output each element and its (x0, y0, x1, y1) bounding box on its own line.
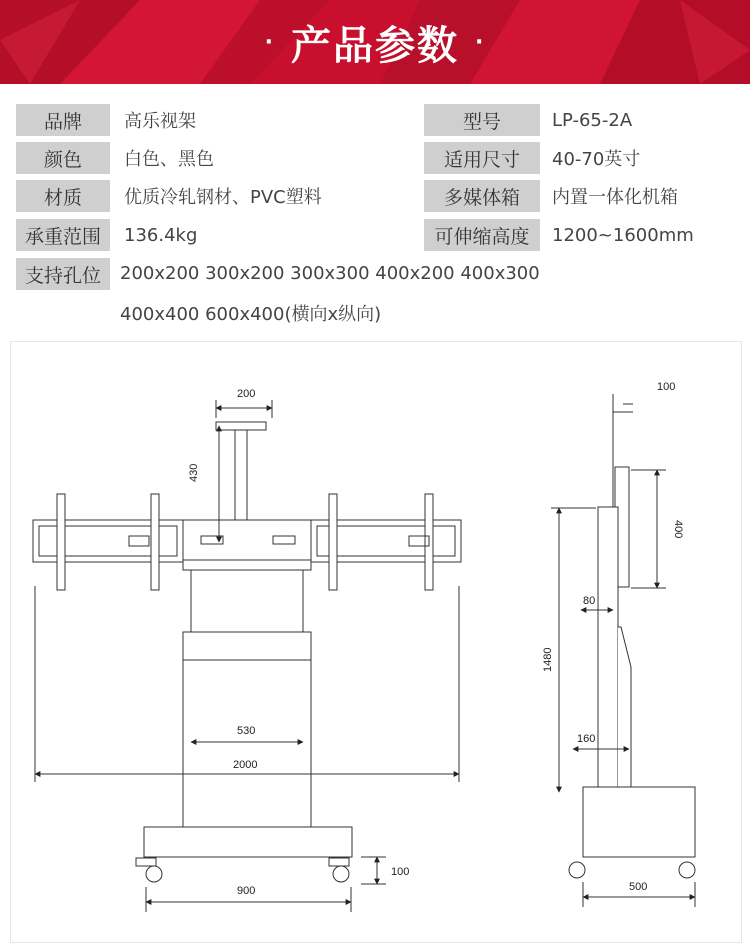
spec-value-model: LP-65-2A (552, 109, 633, 131)
dim-offset: 80 (583, 595, 596, 607)
title-dot-right: · (475, 29, 486, 55)
spec-value-material: 优质冷轧钢材、PVC塑料 (124, 187, 322, 208)
spec-label-size: 适用尺寸 (424, 142, 540, 174)
dim-column-height: 430 (188, 463, 200, 482)
spec-value-media: 内置一体化机箱 (552, 187, 678, 208)
dim-base-width: 900 (237, 885, 256, 897)
title-dot-left: · (264, 29, 275, 55)
spec-label-model: 型号 (424, 104, 540, 136)
dim-top-depth: 100 (657, 381, 676, 393)
spec-label-load: 承重范围 (16, 219, 110, 251)
spec-label-brand: 品牌 (16, 104, 110, 136)
header-banner (0, 0, 750, 84)
dim-total-height: 1480 (542, 647, 554, 672)
spec-value-load: 136.4kg (124, 224, 198, 246)
spec-value-size: 40-70英寸 (552, 149, 641, 170)
spec-label-media: 多媒体箱 (424, 180, 540, 212)
spec-value-color: 白色、黑色 (124, 149, 214, 170)
spec-label-holes: 支持孔位 (16, 258, 110, 290)
title-text: 产品参数 (291, 22, 459, 69)
spec-label-height: 可伸缩高度 (424, 219, 540, 251)
spec-label-color: 颜色 (16, 142, 110, 174)
dimension-diagram (10, 341, 742, 943)
spec-value-brand: 高乐视架 (124, 111, 196, 132)
spec-label-material: 材质 (16, 180, 110, 212)
dim-base-depth: 500 (629, 881, 648, 893)
spec-value-holes-line1: 200x200 300x200 300x300 400x200 400x300 (120, 263, 540, 284)
spec-value-holes-line2: 400x400 600x400(横向x纵向) (120, 304, 382, 325)
dim-overall-width: 2000 (233, 759, 258, 771)
dim-wheel-height: 100 (391, 866, 410, 878)
dim-cabinet-width: 530 (237, 725, 256, 737)
diagram-drawing (11, 342, 741, 942)
dim-top-width: 200 (237, 388, 256, 400)
dim-cabinet-depth: 160 (577, 733, 596, 745)
dim-screen-height: 400 (672, 520, 684, 539)
page-title (0, 0, 750, 84)
spec-value-height: 1200~1600mm (552, 224, 694, 246)
